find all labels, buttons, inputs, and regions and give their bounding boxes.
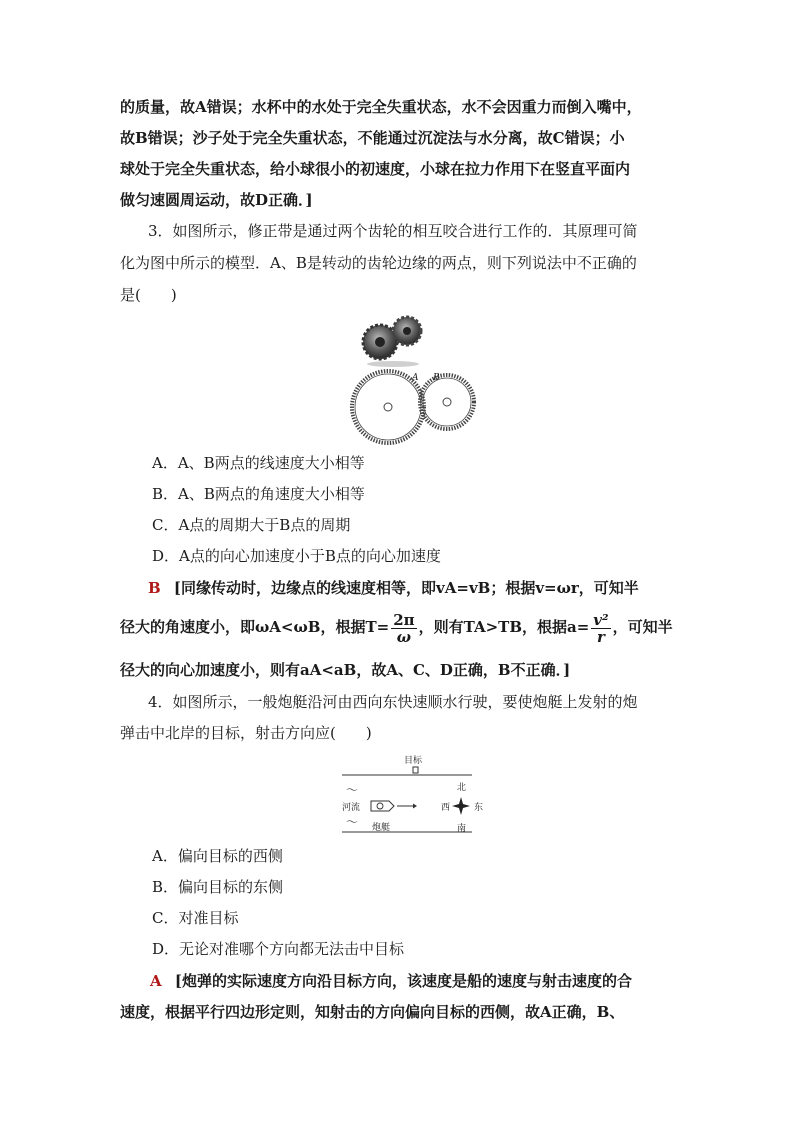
fraction-acceleration-numerator: v² bbox=[593, 610, 609, 629]
q3-stem-line-1: 3．如图所示，修正带是通过两个齿轮的相互咬合进行工作的．其原理可简 bbox=[148, 222, 638, 240]
q3-stem-line-2: 化为图中所示的模型．A、B是转动的齿轮边缘的两点，则下列说法中不正确的 bbox=[120, 254, 637, 272]
prev-explanation-line-4: 做匀速圆周运动，故D正确．] bbox=[120, 191, 313, 209]
compass-west: 西 bbox=[441, 803, 451, 813]
gear-figure bbox=[345, 314, 480, 444]
prev-explanation-line-3: 球处于完全失重状态，给小球很小的初速度，小球在拉力作用下在竖直平面内 bbox=[120, 160, 631, 178]
q3-explanation-text-2b: ，则有TA>TB，根据a= bbox=[418, 618, 590, 636]
gear-diagram bbox=[352, 371, 474, 443]
large-gear-axle bbox=[384, 403, 392, 411]
q3-explanation-line-3: 径大的向心加速度小，则有aA<aB，故A、C、D正确，B不正确．] bbox=[120, 661, 571, 679]
target-label: 目标 bbox=[404, 756, 423, 766]
river-label: 河流 bbox=[342, 803, 361, 813]
q3-option-b: B．A、B两点的角速度大小相等 bbox=[152, 485, 365, 503]
small-gear-axle bbox=[443, 398, 451, 406]
q4-option-d: D．无论对准哪个方向都无法击中目标 bbox=[152, 940, 405, 958]
point-a-label: A bbox=[412, 373, 419, 383]
compass-north: 北 bbox=[457, 783, 467, 793]
compass-south: 南 bbox=[457, 824, 467, 834]
q4-stem-line-2: 弹击中北岸的目标，射击方向应( ) bbox=[120, 724, 372, 742]
fraction-period bbox=[391, 612, 416, 645]
compass-rose bbox=[452, 797, 470, 815]
river-figure bbox=[338, 752, 484, 836]
fraction-acceleration bbox=[591, 612, 610, 645]
wave-bottom: 〜 bbox=[346, 815, 359, 829]
q3-explanation-line-1 bbox=[148, 578, 639, 598]
q3-explanation-text-2a: 径大的角速度小，即ωA<ωB，根据T= bbox=[120, 618, 390, 636]
point-b-label: B bbox=[433, 373, 440, 383]
wave-top: 〜 bbox=[346, 783, 359, 797]
compass-east: 东 bbox=[474, 803, 484, 813]
target-marker bbox=[413, 767, 418, 773]
q4-option-b: B．偏向目标的东侧 bbox=[152, 878, 284, 896]
q3-stem-line-3: 是( ) bbox=[120, 286, 177, 304]
q3-explanation-text-1: [同缘传动时，边缘点的线速度相等，即vA=vB；根据v=ωr，可知半 bbox=[173, 579, 639, 597]
fraction-acceleration-denominator: r bbox=[596, 627, 605, 646]
q3-explanation-line-2 bbox=[120, 609, 673, 645]
q4-explanation-text-1: [炮弹的实际速度方向沿目标方向，该速度是船的速度与射击速度的合 bbox=[174, 972, 632, 990]
q4-option-c: C．对准目标 bbox=[152, 909, 239, 927]
gear-photo bbox=[363, 317, 421, 367]
q3-option-c: C．A点的周期大于B点的周期 bbox=[152, 516, 351, 534]
q3-option-d: D．A点的向心加速度小于B点的向心加速度 bbox=[152, 547, 441, 565]
q3-option-a: A．A、B两点的线速度大小相等 bbox=[152, 454, 365, 472]
boat-label: 炮艇 bbox=[372, 823, 391, 833]
fraction-period-numerator: 2π bbox=[393, 610, 415, 629]
q3-answer: B bbox=[148, 579, 161, 597]
q3-explanation-text-2c: ，可知半 bbox=[612, 618, 673, 636]
q4-option-a: A．偏向目标的西侧 bbox=[152, 847, 283, 865]
fraction-period-denominator: ω bbox=[396, 627, 412, 646]
q4-answer: A bbox=[150, 972, 162, 990]
q4-explanation-line-2: 速度，根据平行四边形定则，知射击的方向偏向目标的西侧，故A正确，B、 bbox=[120, 1003, 625, 1021]
gunboat bbox=[371, 801, 394, 811]
q4-stem-line-1: 4．如图所示，一般炮艇沿河由西向东快速顺水行驶，要使炮艇上发射的炮 bbox=[148, 693, 638, 711]
prev-explanation-line-2: 故B错误；沙子处于完全失重状态，不能通过沉淀法与水分离，故C错误；小 bbox=[120, 129, 625, 147]
prev-explanation-line-1: 的质量，故A错误；水杯中的水处于完全失重状态，水不会因重力而倒入嘴中， bbox=[120, 98, 642, 116]
q4-explanation-line-1 bbox=[150, 971, 632, 991]
